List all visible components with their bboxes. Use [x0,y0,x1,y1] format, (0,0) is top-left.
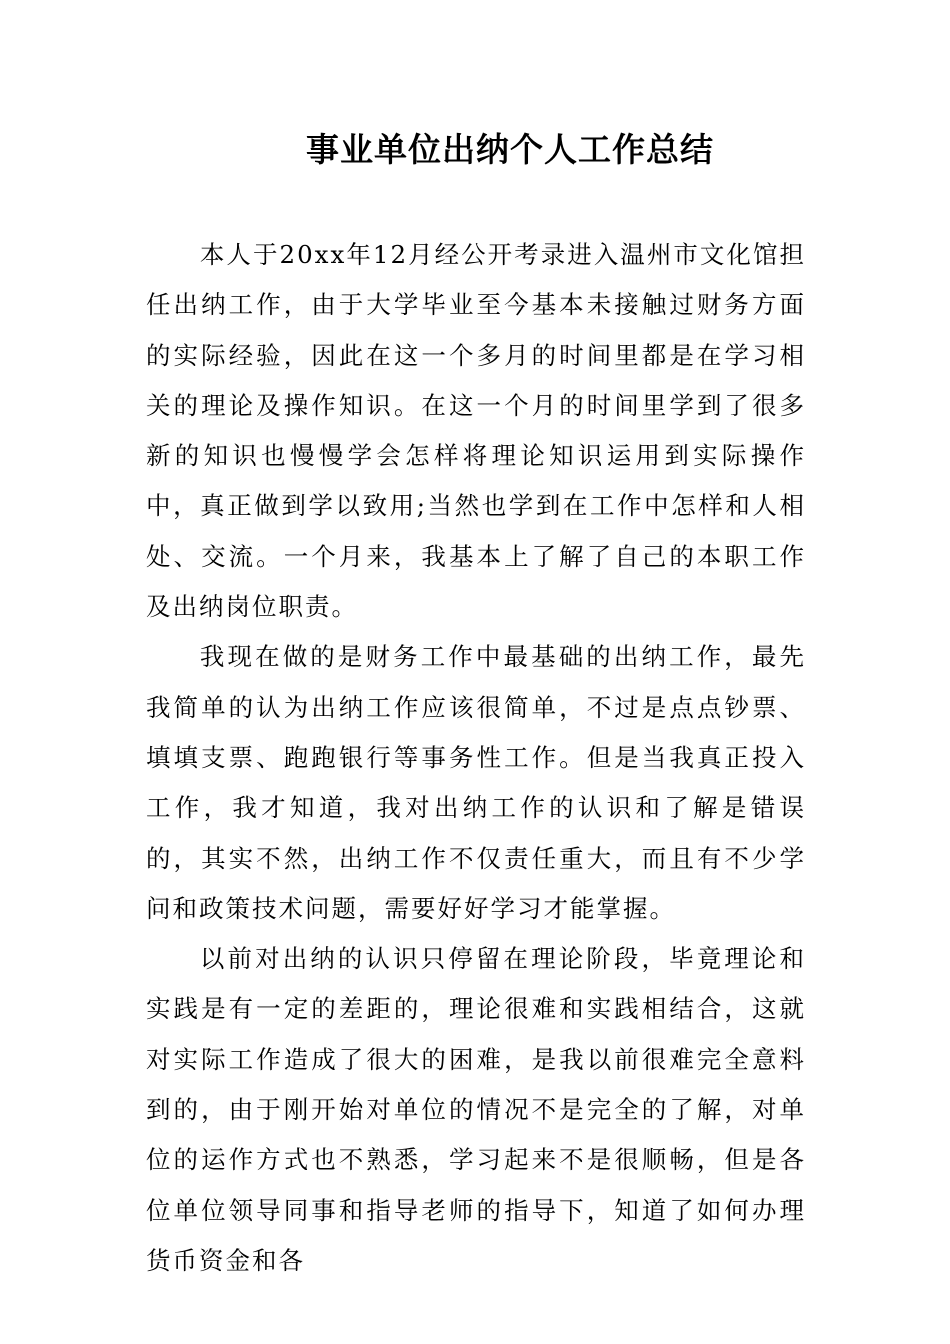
document-title: 事业单位出纳个人工作总结 [306,130,714,169]
document-body [146,230,806,1286]
paragraph-2: 我现在做的是财务工作中最基础的出纳工作，最先我简单的认为出纳工作应该很简单，不过是点点钞票、填填支票、跑跑银行等事务性工作。但是当我真正投入工作，我才知道，我对出纳工作的认识和了解是错误的，其实不然，出纳工作不仅责任重大，而且有不少学问和政策技术问题，需要好好学习才能掌握。 [146,642,806,923]
paragraph-1: 本人于20xx年12月经公开考录进入温州市文化馆担任出纳工作，由于大学毕业至今基本未接触过财务方面的实际经验，因此在这一个多月的时间里都是在学习相关的理论及操作知识。在这一个月的时间里学到了很多新的知识也慢慢学会怎样将理论知识运用到实际操作中，真正做到学以致用;当然也学到在工作中怎样和人相处、交流。一个月来，我基本上了解了自己的本职工作及出纳岗位职责。 [146,240,806,622]
paragraph-3: 以前对出纳的认识只停留在理论阶段，毕竟理论和实践是有一定的差距的，理论很难和实践相结合，这就对实际工作造成了很大的困难，是我以前很难完全意料到的，由于刚开始对单位的情况不是完全的了解，对单位的运作方式也不熟悉，学习起来不是很顺畅，但是各位单位领导同事和指导老师的指导下，知道了如何办理货币资金和各 [146,944,806,1275]
